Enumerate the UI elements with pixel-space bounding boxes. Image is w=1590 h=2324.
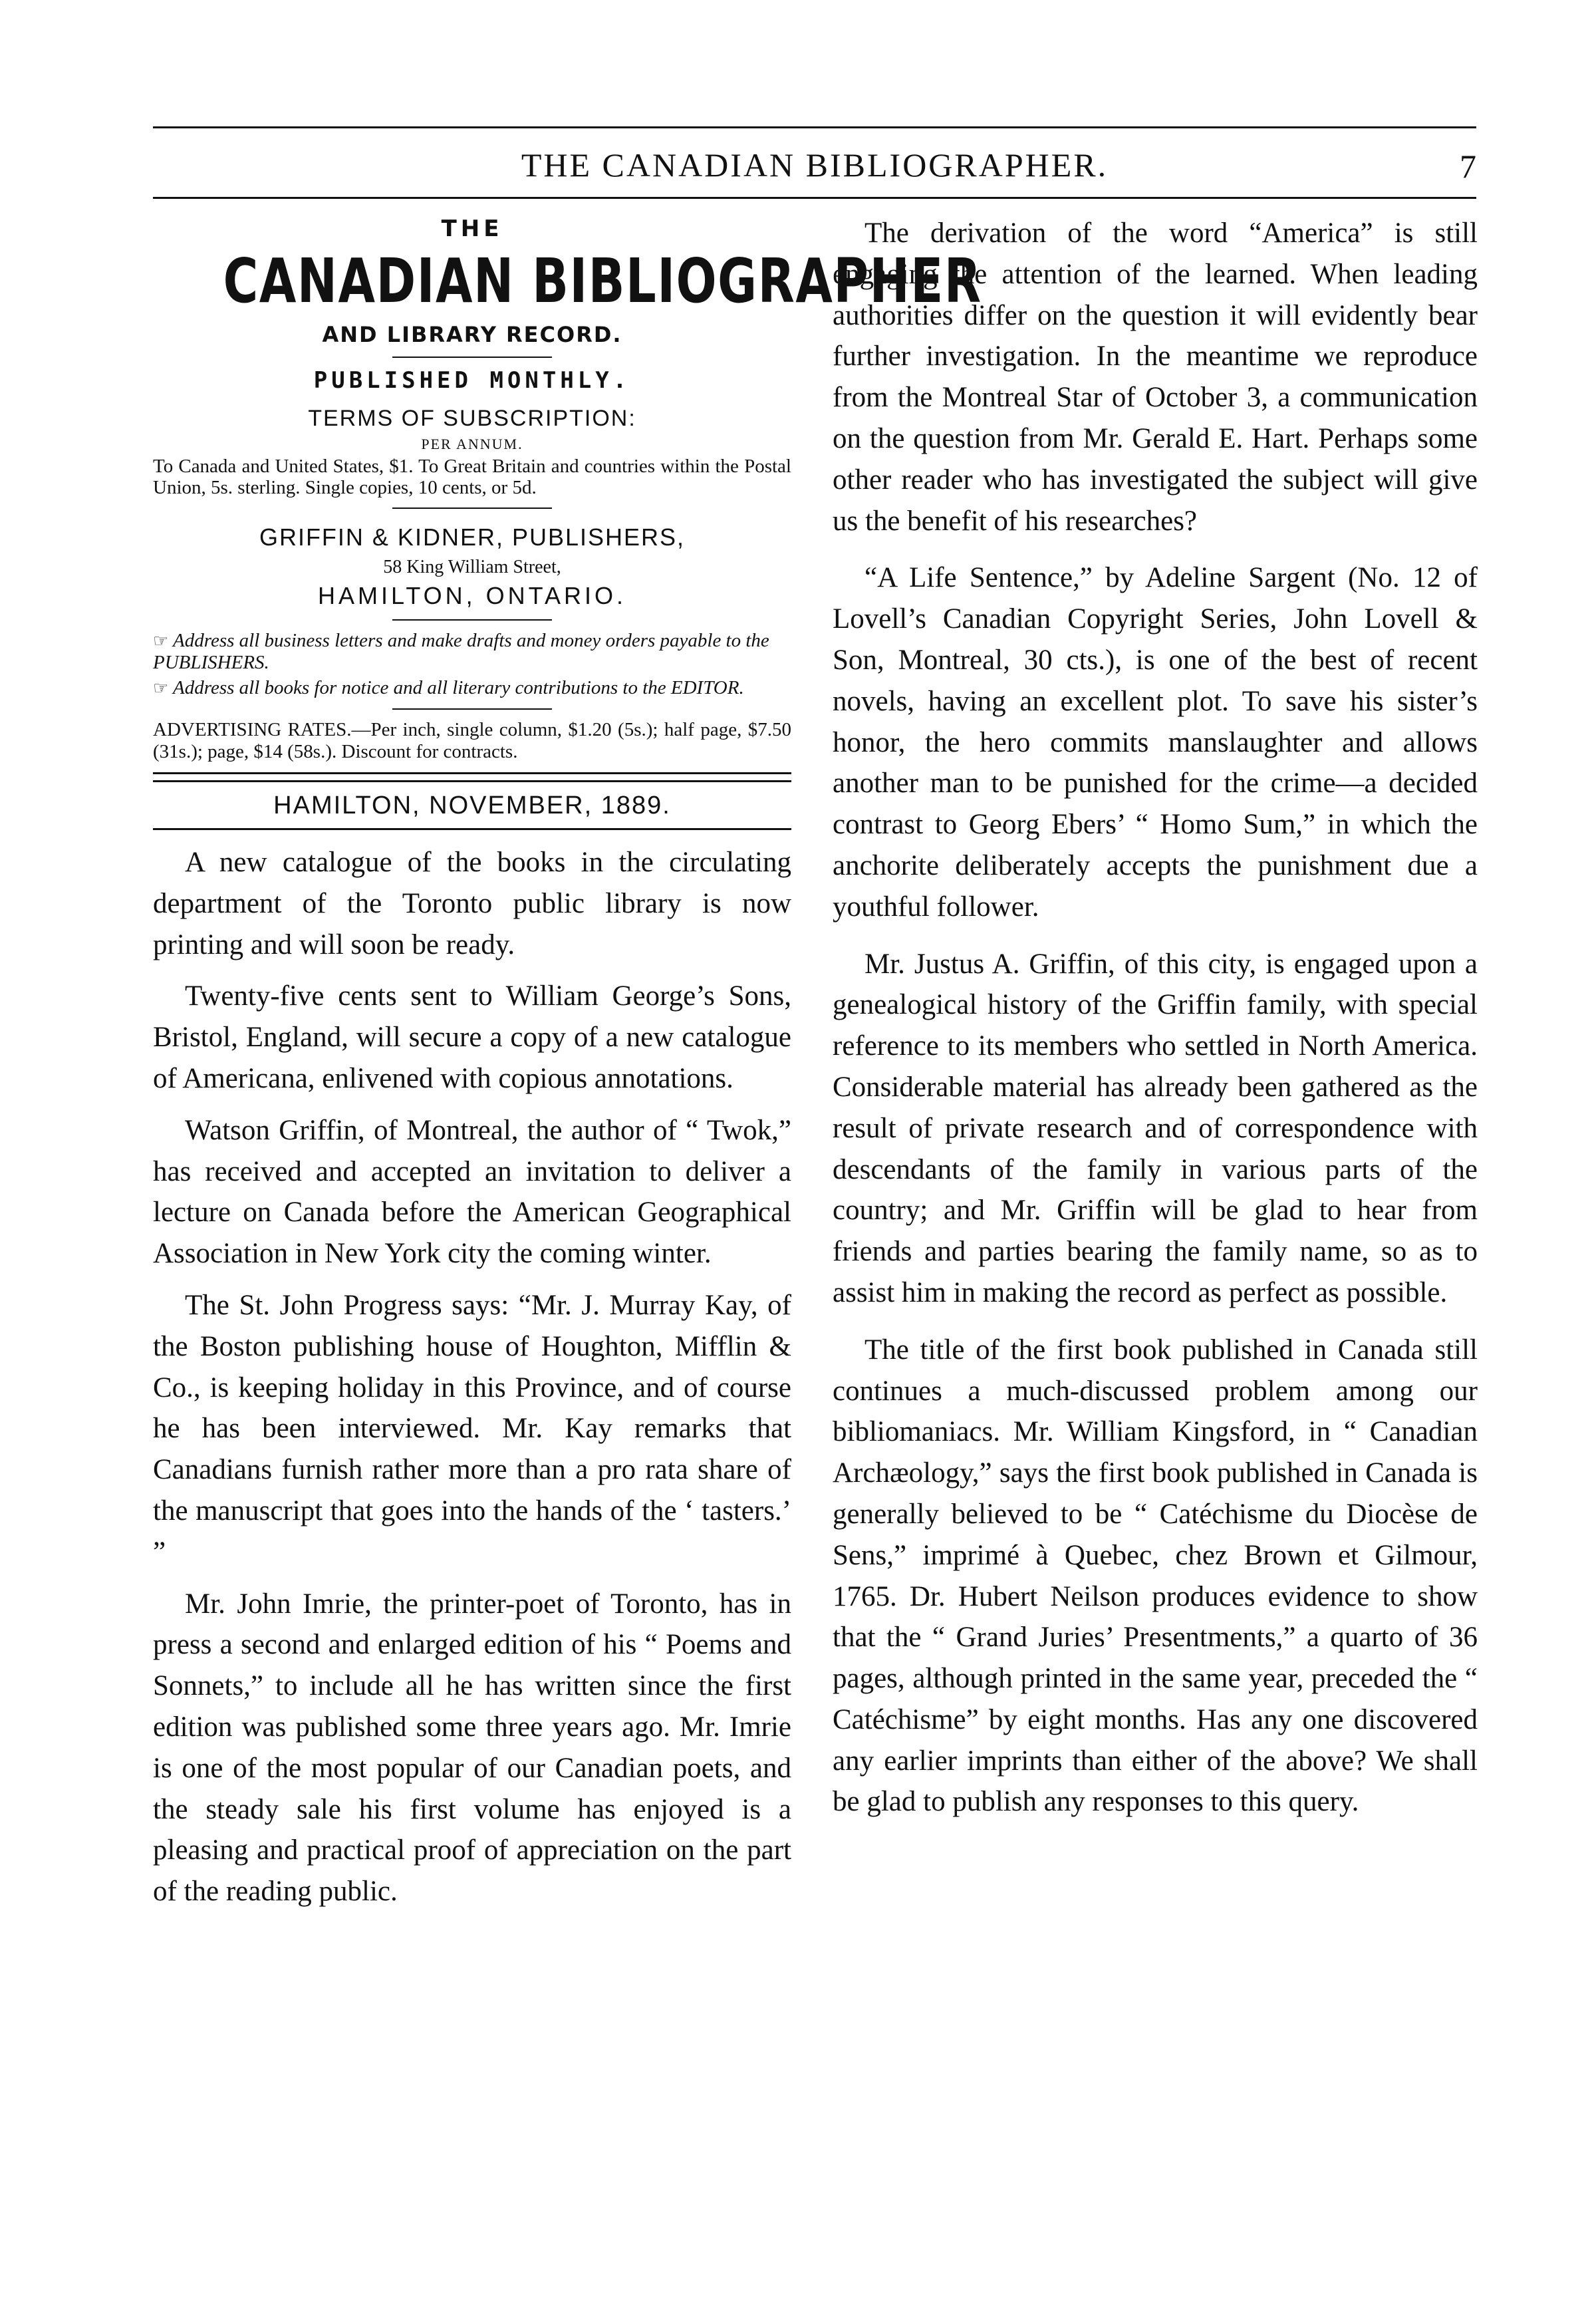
running-title: THE CANADIAN BIBLIOGRAPHER. (521, 146, 1109, 184)
publication-frequency: PUBLISHED MONTHLY. (313, 367, 631, 394)
article-paragraph: The St. John Progress says: “Mr. J. Murray Kay, of the Boston publishing house of Houghton, Mifflin & Co., is keeping holiday in this Province, and of course he has been interviewed. Mr. Kay remarks that Canadians furnish rather more than a pro rata share of the manuscript that goes into the hands of the ‘ tasters.’ ” (153, 1289, 791, 1568)
header-rule (153, 197, 1476, 199)
running-header (153, 145, 1476, 192)
advertising-rates: ADVERTISING RATES.—Per inch, single column, $1.20 (5s.); half page, $7.50 (31s.); page, $14 (58s.). Discount for contracts. (153, 719, 791, 762)
notice-editor (153, 677, 791, 699)
double-rule (153, 772, 791, 782)
page-number: 7 (1460, 148, 1476, 185)
notice-editor-text: Address all books for notice and all literary contributions to the EDITOR. (173, 677, 744, 698)
publisher-city: HAMILTON, ONTARIO. (317, 582, 627, 609)
article-paragraph: Mr. Justus A. Griffin, of this city, is engaged upon a genealogical history of the Griffin family, with special reference to its members who settled in North America. Considerable material has already been gathered as the result of private research and of correspondence with descendants of the family in various parts of the country; and Mr. Griffin will be glad to hear from friends and parties bearing the family name, so as to assist him in making the record as perfect as possible. (833, 948, 1478, 1308)
subscription-prices: To Canada and United States, $1. To Great Britain and countries within the Postal Union, 5s. sterling. Single copies, 10 cents, or 5d. (153, 456, 791, 498)
publisher-street: 58 King William Street, (383, 557, 561, 577)
article-paragraph: Twenty-five cents sent to William George’s Sons, Bristol, England, will secure a copy of a new catalogue of Americana, enlivened with copious annotations. (153, 980, 791, 1094)
right-column (833, 213, 1478, 1822)
publisher-name: GRIFFIN & KIDNER, PUBLISHERS, (259, 523, 686, 551)
masthead-title: CANADIAN BIBLIOGRAPHER (223, 245, 982, 317)
notice-business-text: Address all business letters and make drafts and money orders payable to the PUBLISHERS. (153, 630, 769, 673)
article-paragraph: The title of the first book published in Canada still continues a much-discussed problem among our bibliomaniacs. Mr. William Kingsford, in “ Canadian Archæology,” says the first book published in Canada is generally believed to be “ Catéchisme du Diocèse de Sens,” imprimé à Quebec, chez Brown et Gilmour, 1765. Dr. Hubert Neilson produces evidence to show that the “ Grand Juries’ Presentments,” a quarto of 36 pages, although printed in the same year, preceded the “ Catéchisme” by eight months. Has any one discovered any earlier imprints than either of the above? We shall be glad to publish any responses to this query. (833, 1334, 1478, 1818)
issue-date: HAMILTON, NOVEMBER, 1889. (273, 792, 671, 819)
masthead-subtitle: AND LIBRARY RECORD. (322, 322, 622, 347)
masthead-rule (392, 708, 552, 710)
per-annum-label: PER ANNUM. (421, 436, 523, 452)
top-rule (153, 126, 1476, 128)
masthead-rule (392, 619, 552, 621)
masthead-rule (392, 357, 552, 358)
pointing-hand-icon: ☞ (153, 631, 169, 651)
masthead-the: THE (441, 216, 503, 242)
terms-heading: TERMS OF SUBSCRIPTION: (308, 406, 636, 431)
article-paragraph: “A Life Sentence,” by Adeline Sargent (No. 12 of Lovell’s Canadian Copyright Series, John Lovell & Son, Montreal, 30 cts.), is one of the best of recent novels, having an excellent plot. To save his sister’s honor, the hero commits manslaughter and allows another man to be punished for the crime—a decided contrast to Georg Ebers’ “ Homo Sum,” in which the anchorite deliberately accepts the punishment due a youthful follower. (833, 562, 1478, 923)
pointing-hand-icon: ☞ (153, 678, 169, 698)
dateline-rule (153, 828, 791, 830)
article-paragraph: Watson Griffin, of Montreal, the author of “ Twok,” has received and accepted an invitation to deliver a lecture on Canada before the American Geographical Association in New York city the coming winter. (153, 1114, 791, 1270)
article-paragraph: Mr. John Imrie, the printer-poet of Toronto, has in press a second and enlarged edition of his “ Poems and Sonnets,” to include all he has written since the first edition was published some three years ago. Mr. Imrie is one of the most popular of our Canadian poets, and the steady sale his first volume has enjoyed is a pleasing and practical proof of appreciation on the part of the reading public. (153, 1588, 791, 1908)
masthead-rule (392, 508, 552, 509)
article-paragraph: The derivation of the word “America” is still engaging the attention of the learned. When leading authorities differ on the question it will evidently bear further investigation. In the meantime we reproduce from the Montreal Star of October 3, a communication on the question from Mr. Gerald E. Hart. Perhaps some other reader who has investigated the subject will give us the benefit of his researches? (833, 218, 1478, 537)
notice-business (153, 630, 791, 673)
article-paragraph: A new catalogue of the books in the circulating department of the Toronto public library is now printing and will soon be ready. (153, 847, 791, 960)
masthead (153, 216, 982, 830)
left-column (153, 213, 982, 1912)
